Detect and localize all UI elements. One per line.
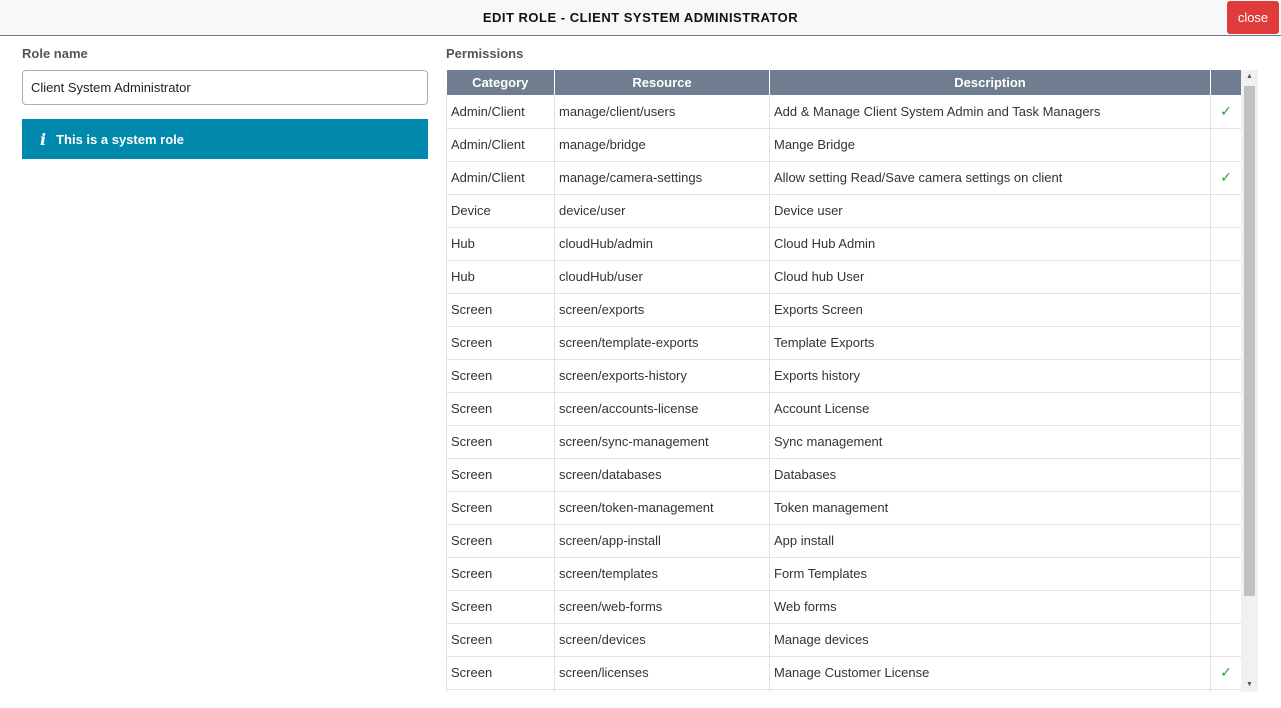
table-row[interactable] [447, 293, 1242, 326]
cell-resource: device/user [555, 194, 770, 227]
cell-category: Screen [447, 326, 555, 359]
cell-description: Allow setting Read/Save camera settings on client [770, 161, 1211, 194]
cell-resource: screen/template-exports [555, 326, 770, 359]
cell-category: Hub [447, 227, 555, 260]
table-row[interactable] [447, 590, 1242, 623]
system-role-text: This is a system role [56, 131, 184, 147]
column-header-description[interactable]: Description [770, 70, 1211, 95]
table-row[interactable] [447, 656, 1242, 689]
cell-description: Cloud hub User [770, 260, 1211, 293]
cell-description: Sync management [770, 425, 1211, 458]
table-row[interactable] [447, 491, 1242, 524]
cell-resource: screen/token-management [555, 491, 770, 524]
cell-resource: screen/app-install [555, 524, 770, 557]
info-icon: i [40, 129, 47, 149]
permission-check-icon[interactable] [1211, 590, 1242, 623]
cell-resource: cloudHub/admin [555, 227, 770, 260]
permission-check-icon[interactable] [1211, 491, 1242, 524]
column-header-enabled [1211, 70, 1242, 95]
cell-category: Screen [447, 623, 555, 656]
permission-check-icon[interactable] [1211, 359, 1242, 392]
permission-check-icon[interactable] [1211, 326, 1242, 359]
cell-description: Template Exports [770, 326, 1211, 359]
role-panel [22, 46, 428, 159]
cell-description: Cloud Hub Admin [770, 227, 1211, 260]
scroll-thumb[interactable] [1244, 86, 1255, 596]
cell-category: Screen [447, 491, 555, 524]
cell-resource: screen/exports [555, 293, 770, 326]
cell-resource: screen/databases [555, 458, 770, 491]
table-row[interactable] [447, 458, 1242, 491]
permission-check-icon[interactable] [1211, 227, 1242, 260]
cell-category: Screen [447, 392, 555, 425]
permission-check-icon[interactable]: ✓ [1211, 161, 1242, 194]
table-row[interactable] [447, 260, 1242, 293]
cell-category: Admin/Client [447, 128, 555, 161]
cell-category: Admin/Client [447, 95, 555, 128]
permissions-table [446, 70, 1242, 692]
cell-description: Manage devices [770, 623, 1211, 656]
table-row[interactable] [447, 359, 1242, 392]
permission-check-icon[interactable]: ✓ [1211, 95, 1242, 128]
cell-category: Screen [447, 359, 555, 392]
cell-resource: screen/sync-management [555, 425, 770, 458]
table-row[interactable] [447, 326, 1242, 359]
permission-check-icon[interactable] [1211, 623, 1242, 656]
cell-description: App install [770, 524, 1211, 557]
permission-check-icon[interactable] [1211, 524, 1242, 557]
cell-description: Account License [770, 392, 1211, 425]
table-header-row [447, 70, 1242, 95]
permissions-label: Permissions [446, 46, 524, 61]
scroll-up-icon[interactable]: ▲ [1246, 73, 1253, 80]
cell-resource: cloudHub/user [555, 260, 770, 293]
dialog-header [0, 0, 1281, 36]
cell-category: Screen [447, 524, 555, 557]
system-role-notice [22, 119, 428, 159]
cell-category: Screen [447, 656, 555, 689]
table-row[interactable] [447, 194, 1242, 227]
cell-description: Databases [770, 458, 1211, 491]
permission-check-icon[interactable] [1211, 425, 1242, 458]
cell-category [447, 689, 555, 692]
table-row[interactable] [447, 557, 1242, 590]
cell-category: Screen [447, 425, 555, 458]
table-row[interactable] [447, 623, 1242, 656]
permission-check-icon[interactable] [1211, 392, 1242, 425]
cell-category: Screen [447, 557, 555, 590]
table-scrollbar[interactable] [1241, 70, 1258, 692]
cell-resource [555, 689, 770, 692]
table-row[interactable] [447, 524, 1242, 557]
cell-resource: screen/templates [555, 557, 770, 590]
permission-check-icon[interactable]: ✓ [1211, 656, 1242, 689]
table-row[interactable] [447, 392, 1242, 425]
permission-check-icon[interactable] [1211, 689, 1242, 692]
permission-check-icon[interactable] [1211, 293, 1242, 326]
cell-description: Device user [770, 194, 1211, 227]
cell-resource: manage/camera-settings [555, 161, 770, 194]
cell-category: Screen [447, 590, 555, 623]
table-row[interactable] [447, 128, 1242, 161]
cell-category: Hub [447, 260, 555, 293]
cell-resource: screen/licenses [555, 656, 770, 689]
cell-resource: manage/bridge [555, 128, 770, 161]
cell-category: Device [447, 194, 555, 227]
cell-description: Web forms [770, 590, 1211, 623]
cell-resource: screen/devices [555, 623, 770, 656]
cell-resource: manage/client/users [555, 95, 770, 128]
cell-category: Admin/Client [447, 161, 555, 194]
permission-check-icon[interactable] [1211, 194, 1242, 227]
role-name-input[interactable] [22, 70, 428, 105]
permission-check-icon[interactable] [1211, 260, 1242, 293]
table-row[interactable] [447, 227, 1242, 260]
scroll-down-icon[interactable]: ▼ [1246, 681, 1253, 688]
permissions-table-body [447, 95, 1242, 692]
table-row[interactable] [447, 689, 1242, 692]
cell-description [770, 689, 1211, 692]
column-header-category[interactable]: Category [447, 70, 555, 95]
permissions-panel [446, 46, 1258, 688]
cell-resource: screen/web-forms [555, 590, 770, 623]
column-header-resource[interactable]: Resource [555, 70, 770, 95]
dialog-title: EDIT ROLE - CLIENT SYSTEM ADMINISTRATOR [482, 10, 799, 25]
cell-description: Exports Screen [770, 293, 1211, 326]
cell-description: Exports history [770, 359, 1211, 392]
permissions-table-container [446, 70, 1258, 692]
role-name-label: Role name [22, 46, 88, 61]
cell-category: Screen [447, 293, 555, 326]
table-row[interactable] [447, 425, 1242, 458]
cell-description: Add & Manage Client System Admin and Task Managers [770, 95, 1211, 128]
cell-category: Screen [447, 458, 555, 491]
cell-resource: screen/accounts-license [555, 392, 770, 425]
cell-description: Form Templates [770, 557, 1211, 590]
permission-check-icon[interactable] [1211, 458, 1242, 491]
permission-check-icon[interactable] [1211, 128, 1242, 161]
cell-description: Token management [770, 491, 1211, 524]
cell-description: Manage Customer License [770, 656, 1211, 689]
permission-check-icon[interactable] [1211, 557, 1242, 590]
table-row[interactable] [447, 95, 1242, 128]
cell-description: Mange Bridge [770, 128, 1211, 161]
close-button[interactable]: close [1227, 1, 1279, 34]
cell-resource: screen/exports-history [555, 359, 770, 392]
table-row[interactable] [447, 161, 1242, 194]
